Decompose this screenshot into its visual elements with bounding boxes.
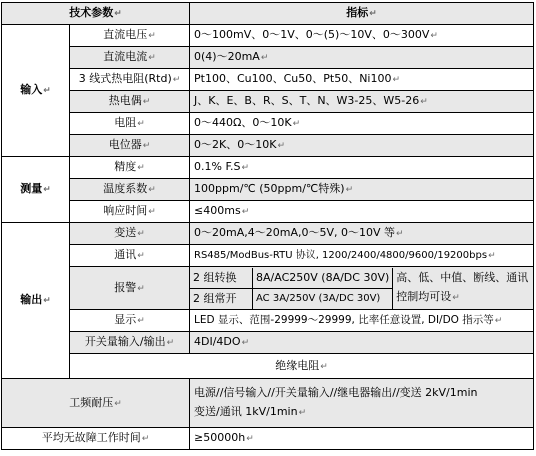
- table-row: [2, 135, 534, 157]
- withstand-line1: 电源//信号输入//开关量输入//继电器输出//变送 2kV/1min: [194, 386, 478, 399]
- group-measure: 测量↵: [2, 157, 70, 223]
- spec-thermocouple: J、K、E、B、R、S、T、N、W3-25、W5-26↵: [190, 91, 534, 113]
- table-row: [2, 354, 534, 379]
- alarm-row2-rating: AC 3A/250V (3A/DC 30V): [253, 288, 393, 309]
- spec-resistance: 0～440Ω、0～10K↵: [190, 113, 534, 135]
- table-row: [2, 91, 534, 113]
- table-row: [2, 428, 534, 450]
- spec-response-time: ≤400ms↵: [190, 201, 534, 223]
- param-dc-current: 直流电流↵: [70, 47, 190, 69]
- spec-potentiometer: 0～2K、0～10K↵: [190, 135, 534, 157]
- table-row: [2, 201, 534, 223]
- param-transmit: 变送↵: [70, 223, 190, 245]
- spec-alarm: [190, 267, 534, 310]
- spec-comm: RS485/ModBus-RTU 协议, 1200/2400/4800/9600/19200bps↵: [190, 245, 534, 267]
- param-thermocouple: 热电偶↵: [70, 91, 190, 113]
- table-row: [2, 332, 534, 354]
- header-spec: 指标↵: [190, 3, 534, 25]
- spec-accuracy: 0.1% F.S↵: [190, 157, 534, 179]
- param-alarm: 报警↵: [70, 267, 190, 310]
- group-output: 输出↵: [2, 223, 70, 379]
- alarm-subtable: [190, 268, 533, 309]
- spec-dc-voltage: 0～100mV、0～1V、0～(5)～10V、0～300V↵: [190, 25, 534, 47]
- spec-mtbf: ≥50000h↵: [190, 428, 534, 450]
- param-resistance: 电阻↵: [70, 113, 190, 135]
- spec-temp-coeff: 100ppm/℃ (50ppm/℃特殊)↵: [190, 179, 534, 201]
- table-row: [2, 267, 534, 310]
- param-temp-coeff: 温度系数↵: [70, 179, 190, 201]
- header-param: 技术参数↵: [2, 3, 190, 25]
- spec-switch-io: 4DI/4DO↵: [190, 332, 534, 354]
- table-header: [2, 3, 534, 25]
- param-withstand: 工频耐压↵: [2, 379, 190, 428]
- table-row: [2, 310, 534, 332]
- spec-withstand: [190, 379, 534, 428]
- param-switch-io: 开关量输入/输出↵: [70, 332, 190, 354]
- table-row: [2, 379, 534, 428]
- spec-rtd: Pt100、Cu100、Cu50、Pt50、Ni100↵: [190, 69, 534, 91]
- alarm-row1-type: 2 组转换: [190, 268, 253, 289]
- table-row: [2, 113, 534, 135]
- spec-display: LED 显示、范围-29999～29999, 比率任意设置, DI/DO 指示等↵: [190, 310, 534, 332]
- param-accuracy: 精度↵: [70, 157, 190, 179]
- param-comm: 通讯↵: [70, 245, 190, 267]
- table-row: [2, 69, 534, 91]
- param-mtbf: 平均无故障工作时间↵: [2, 428, 190, 450]
- spec-table: [1, 2, 534, 450]
- param-display: 显示↵: [70, 310, 190, 332]
- param-potentiometer: 电位器↵: [70, 135, 190, 157]
- withstand-line2: 变送/通讯 1kV/1min↵: [194, 405, 307, 418]
- param-insulation: 绝缘电阻↵: [70, 354, 534, 379]
- table-row: [2, 47, 534, 69]
- table-row: [2, 25, 534, 47]
- group-input: 输入↵: [2, 25, 70, 157]
- param-response-time: 响应时间↵: [70, 201, 190, 223]
- param-dc-voltage: 直流电压↵: [70, 25, 190, 47]
- table-row: [2, 157, 534, 179]
- alarm-row2-type: 2 组常开: [190, 288, 253, 309]
- spec-dc-current: 0(4)～20mA↵: [190, 47, 534, 69]
- param-rtd: 3 线式热电阻(Rtd)↵: [70, 69, 190, 91]
- alarm-row1-rating: 8A/AC250V (8A/DC 30V): [253, 268, 393, 289]
- table-row: [2, 223, 534, 245]
- table-row: [2, 245, 534, 267]
- alarm-note: 高、低、中值、断线、通讯控制均可设↵: [393, 268, 533, 309]
- table-row: [2, 179, 534, 201]
- spec-transmit: 0～20mA,4～20mA,0～5V, 0～10V 等↵: [190, 223, 534, 245]
